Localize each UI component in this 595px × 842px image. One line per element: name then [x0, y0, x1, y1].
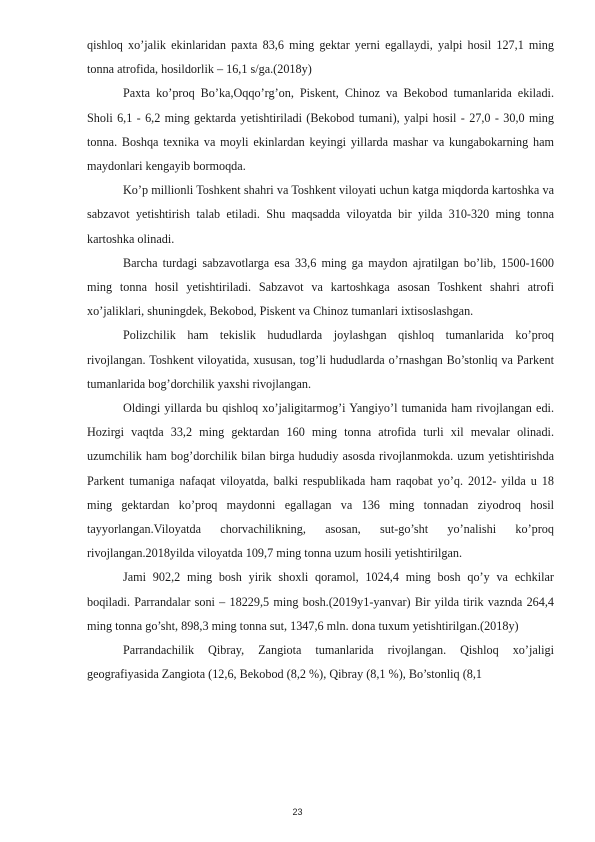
page-body	[87, 33, 554, 686]
paragraph-poultry: Parrandachilik Qibray, Zangiota tumanlarida rivojlangan. Qishloq xo’jaligi geografiyasida Zangiota (12,6, Bekobod (8,2 %), Qibray (8,1 %), Bo’stonliq (8,1	[87, 643, 554, 682]
paragraph-melons-orchards: Polizchilik ham tekislik hududlarda joylashgan qishloq tumanlarida ko’proq rivojlangan. Toshkent viloyatida, xususan, tog’li hududlarda o’rnashgan Bo’stonliq va Parkent tumanlarida bog’dorchilik yaxshi rivojlangan.	[87, 328, 554, 391]
paragraph-cotton-rice: Paxta ko’proq Bo’ka,Oqqo’rg’on, Piskent, Chinoz va Bekobod tumanlarida ekiladi. Sholi 6,1 - 6,2 ming gektarda yetishtiriladi (Bekobod tumani), yalpi hosil - 27,0 - 30,0 ming tonna. Boshqa texnika va moyli ekinlardan keyingi yillarda mashar va kungabokarning ham maydonlari kengayib bormoqda.	[87, 86, 554, 174]
paragraph-livestock: Jami 902,2 ming bosh yirik shoxli qoramol, 1024,4 ming bosh qo’y va echkilar boqiladi. Parrandalar soni – 18229,5 ming bosh.(2019y1-yanvar) Bir yilda tirik vaznda 264,4 ming tonna go’sht, 898,3 ming tonna sut, 1347,6 mln. dona tuxum yetishtirilgan.(2018y)	[87, 570, 554, 633]
page-number: 23	[292, 807, 303, 817]
paragraph-potato: Ko’p millionli Toshkent shahri va Toshkent viloyati uchun katga miqdorda kartoshka va sabzavot yetishtirish talab etiladi. Shu maqsadda viloyatda bir yilda 310-320 ming tonna kartoshka olinadi.	[87, 183, 554, 246]
paragraph-fruits-grapes: Oldingi yillarda bu qishloq xo’jaligitarmog’i Yangiyo’l tumanida ham rivojlangan edi. Hozirgi vaqtda 33,2 ming gektardan 160 ming tonna atrofida turli xil mevalar olinadi. uzumchilik ham bog’dorchilik bilan birga hududiy asosda rivojlanmokda. uzum yetishtirishda Parkent tumaniga nafaqat viloyatda, balki respublikada ham raqobat yo’q. 2012- yilda u 18 ming gektardan ko’proq maydonni egallagan va 136 ming tonnadan ziyodroq hosil tayyorlangan.Viloyatda chorvachilikning, asosan, sut-go’sht yo’nalishi ko’proq rivojlangan.2018yilda viloyatda 109,7 ming tonna uzum hosili yetishtirilgan.	[87, 401, 554, 561]
paragraph-cotton-overview: qishloq xo’jalik ekinlaridan paxta 83,6 ming gektar yerni egallaydi, yalpi hosil 127,1 ming tonna atrofida, hosildorlik – 16,1 s/ga.(2018y)	[87, 38, 554, 77]
paragraph-vegetables: Barcha turdagi sabzavotlarga esa 33,6 ming ga maydon ajratilgan bo’lib, 1500-1600 ming tonna hosil yetishtiriladi. Sabzavot va kartoshkaga asosan Toshkent shahri atrofi xo’jaliklari, shuningdek, Bekobod, Piskent va Chinoz tumanlari ixtisoslashgan.	[87, 255, 554, 319]
